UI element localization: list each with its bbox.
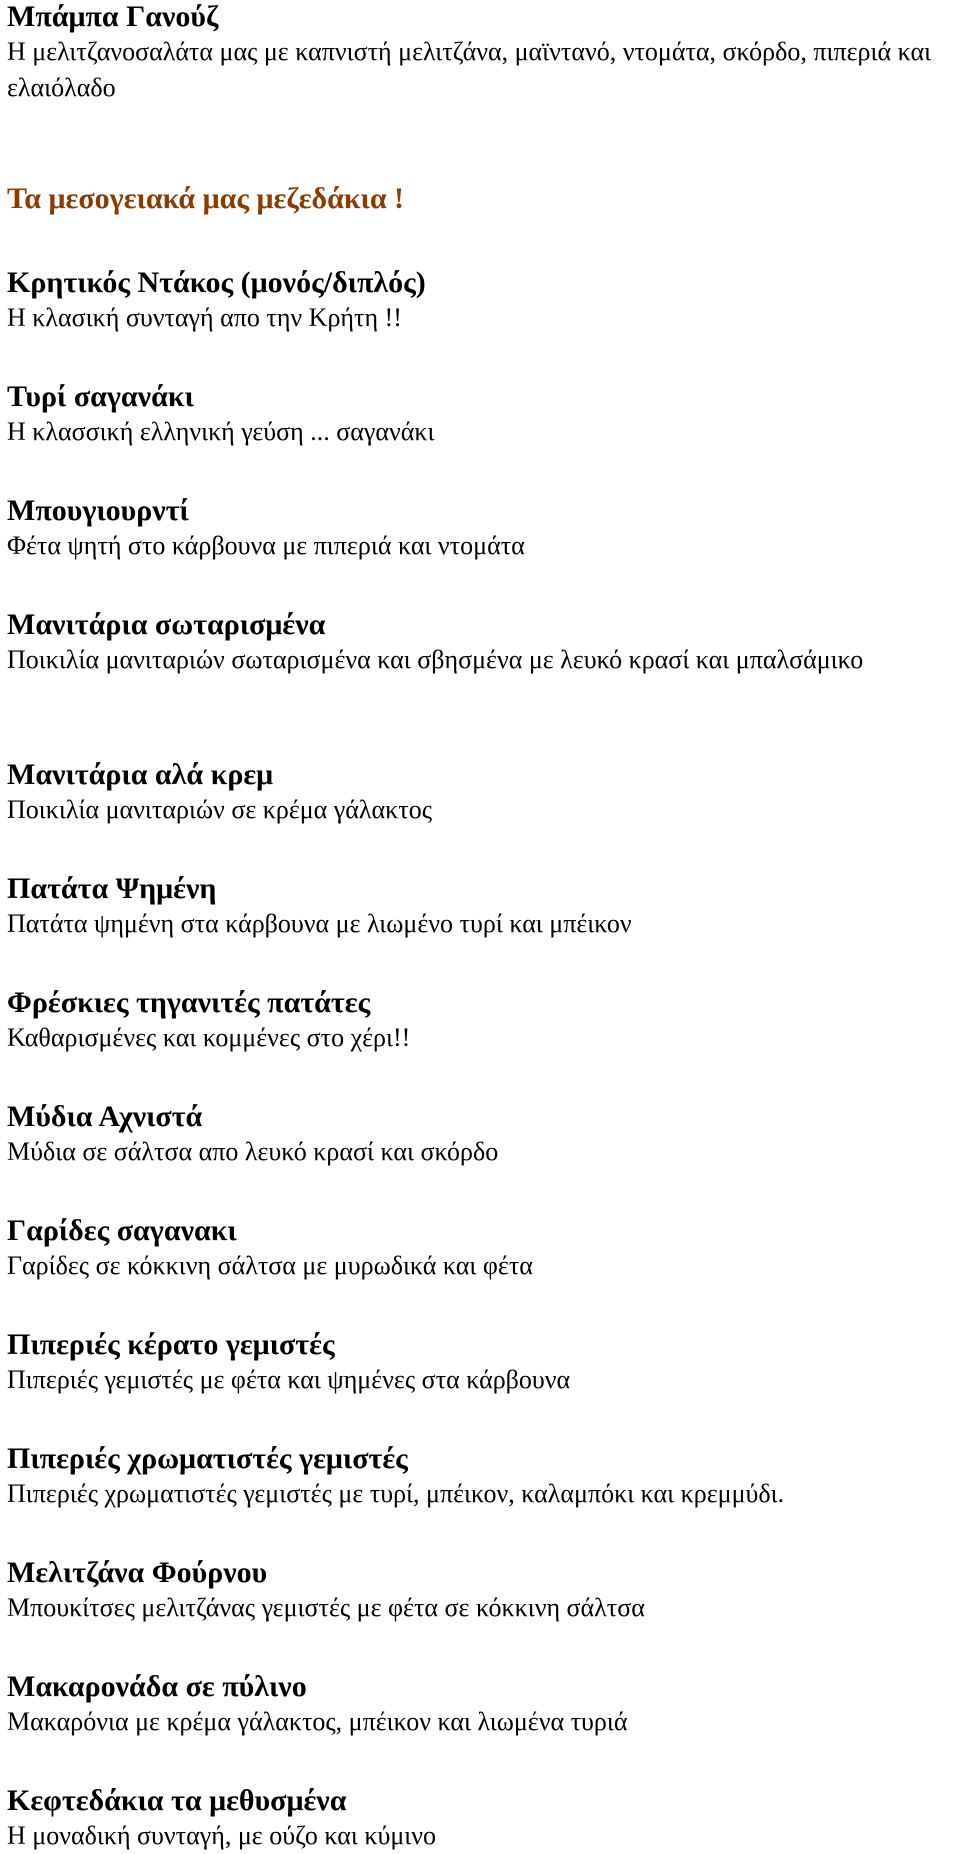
menu-item-title: Μπουγιουρντί bbox=[7, 494, 189, 527]
menu-item-title: Μύδια Αχνιστά bbox=[7, 1100, 203, 1133]
menu-item-description: Πατάτα ψημένη στα κάρβουνα με λιωμένο τυρί και μπέικον bbox=[7, 909, 632, 938]
menu-item bbox=[7, 1214, 953, 1284]
menu-item-description: Καθαρισμένες και κομμένες στο χέρι!! bbox=[7, 1023, 411, 1052]
menu-item-title: Μακαρονάδα σε πύλινο bbox=[7, 1670, 307, 1703]
menu-item bbox=[7, 1328, 953, 1398]
menu-item-description: Φέτα ψητή στο κάρβουνα με πιπεριά και ντομάτα bbox=[7, 531, 525, 560]
menu-item bbox=[7, 266, 953, 336]
menu-item bbox=[7, 1784, 953, 1854]
menu-item-title: Μπάμπα Γανούζ bbox=[7, 0, 219, 33]
menu-item bbox=[7, 380, 953, 450]
menu-item-title: Κρητικός Ντάκος (μονός/διπλός) bbox=[7, 266, 426, 299]
menu-item-title: Κεφτεδάκια τα μεθυσμένα bbox=[7, 1784, 347, 1817]
menu-item-description: Μπουκίτσες μελιτζάνας γεμιστές με φέτα σε κόκκινη σάλτσα bbox=[7, 1593, 645, 1622]
menu-item bbox=[7, 1442, 953, 1512]
menu-item-description: Γαρίδες σε κόκκινη σάλτσα με μυρωδικά και φέτα bbox=[7, 1251, 533, 1280]
menu-item bbox=[7, 1556, 953, 1626]
menu-item-description: Η μελιτζανοσαλάτα μας με καπνιστή μελιτζάνα, μαϊντανό, ντομάτα, σκόρδο, πιπεριά και ελαιόλαδο bbox=[7, 37, 932, 102]
menu-item bbox=[7, 872, 953, 942]
menu-item-title: Μανιτάρια σωταρισμένα bbox=[7, 608, 326, 641]
menu-item-description: Πιπεριές χρωματιστές γεμιστές με τυρί, μπέικον, καλαμπόκι και κρεμμύδι. bbox=[7, 1479, 785, 1508]
menu-item-description: Η κλασσική ελληνική γεύση ... σαγανάκι bbox=[7, 417, 435, 446]
menu-item bbox=[7, 1670, 953, 1740]
menu-item-title: Γαρίδες σαγανακι bbox=[7, 1214, 237, 1247]
menu-item bbox=[7, 608, 953, 678]
menu-item-description: Η μοναδική συνταγή, με ούζο και κύμινο bbox=[7, 1821, 437, 1850]
menu-item-title: Πιπεριές κέρατο γεμιστές bbox=[7, 1328, 335, 1361]
section-heading: Τα μεσογειακά μας μεζεδάκια ! bbox=[7, 182, 405, 215]
menu-item-description: Μακαρόνια με κρέμα γάλακτος, μπέικον και λιωμένα τυριά bbox=[7, 1707, 628, 1736]
menu-item-title: Μανιτάρια αλά κρεμ bbox=[7, 758, 274, 791]
menu-item-description: Η κλασική συνταγή απο την Κρήτη !! bbox=[7, 303, 402, 332]
menu-item-title: Πατάτα Ψημένη bbox=[7, 872, 217, 905]
menu-item-title: Πιπεριές χρωματιστές γεμιστές bbox=[7, 1442, 408, 1475]
menu-item-description: Ποικιλία μανιταριών σε κρέμα γάλακτος bbox=[7, 795, 432, 824]
menu-item-title: Φρέσκιες τηγανιτές πατάτες bbox=[7, 986, 371, 1019]
menu-item bbox=[7, 494, 953, 564]
menu-item bbox=[7, 758, 953, 828]
menu-item-description: Πιπεριές γεμιστές με φέτα και ψημένες στα κάρβουνα bbox=[7, 1365, 571, 1394]
menu-item bbox=[7, 1100, 953, 1170]
menu-item-title: Μελιτζάνα Φούρνου bbox=[7, 1556, 268, 1589]
menu-item-description: Ποικιλία μανιταριών σωταρισμένα και σβησμένα με λευκό κρασί και μπαλσάμικο bbox=[7, 645, 864, 674]
menu-item-title: Τυρί σαγανάκι bbox=[7, 380, 194, 413]
menu-item-description: Μύδια σε σάλτσα απο λευκό κρασί και σκόρδο bbox=[7, 1137, 499, 1166]
menu-item bbox=[7, 986, 953, 1056]
menu-item-baba-ganoush bbox=[7, 0, 953, 106]
